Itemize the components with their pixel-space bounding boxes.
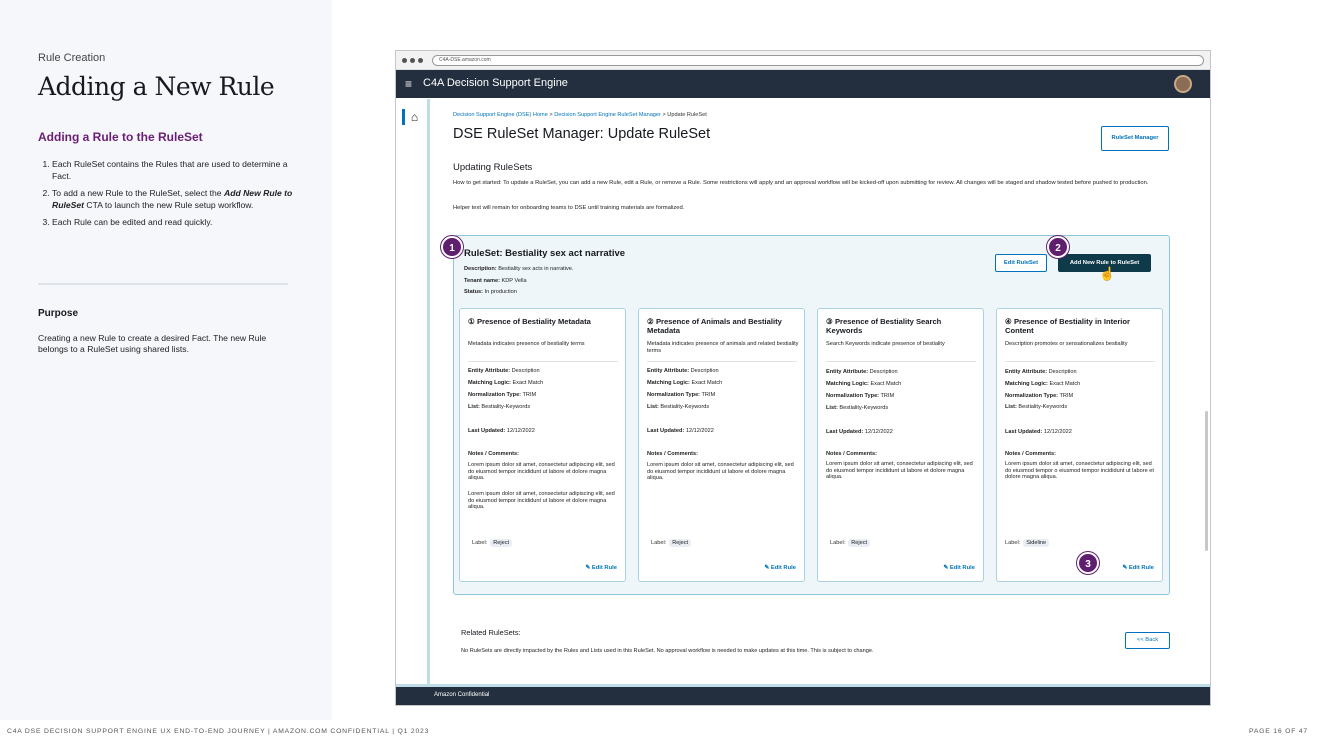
edit-rule-label: Edit Rule (591, 565, 617, 571)
edit-rule-label: Edit Rule (1128, 565, 1154, 571)
ruleset-tenant (464, 278, 527, 284)
rule-card-2 (638, 308, 805, 582)
edit-rule-button[interactable] (1122, 565, 1154, 571)
step-text: To add a new Rule to the RuleSet, select the (52, 188, 224, 198)
purpose-text: Creating a new Rule to create a desired Fact. The new Rule belongs to a RuleSet using shared lists. (38, 333, 267, 354)
rule-list (1005, 404, 1067, 410)
browser-chrome (396, 51, 1210, 70)
ruleset-status-value: In production (484, 289, 517, 295)
notes-text: Lorem ipsum dolor sit amet, consectetur adipiscing elit, sed do eiusmod tempor incididunt ut labore et dolore magna aliqua. (468, 462, 615, 481)
notes-heading: Notes / Comments: (1005, 451, 1056, 457)
rule-card-3 (817, 308, 984, 582)
address-bar[interactable]: C4A-DSE.amazon.com (432, 55, 1204, 66)
notes-heading: Notes / Comments: (826, 451, 877, 457)
rule-title (468, 317, 620, 326)
field-label: Matching Logic: (647, 380, 690, 386)
rule-list (647, 404, 709, 410)
field-value: 12/12/2022 (685, 428, 714, 434)
field-value: TRIM (880, 393, 895, 399)
rule-normalization (1005, 393, 1073, 399)
edit-rule-button[interactable] (585, 565, 617, 571)
rule-card-4 (996, 308, 1163, 582)
app-header (396, 70, 1210, 98)
rule-number-icon: ① (468, 317, 475, 326)
related-heading: Related RuleSets: (461, 628, 521, 637)
rule-description: Description promotes or sensationalizes bestiality (1005, 341, 1128, 347)
hamburger-menu-icon[interactable]: ≡ (405, 77, 413, 91)
rule-title-text: Presence of Animals and Bestiality Metadata (647, 317, 782, 335)
notes-heading: Notes / Comments: (468, 451, 519, 457)
ruleset-description (464, 266, 573, 272)
rule-title (1005, 317, 1157, 335)
rule-last-updated (468, 428, 535, 434)
rule-normalization (468, 392, 536, 398)
field-label: Entity Attribute: (826, 369, 869, 375)
field-value: Bestiality-Keywords (481, 404, 531, 410)
purpose-heading: Purpose (38, 308, 79, 319)
divider (647, 361, 797, 362)
step-text: Each RuleSet contains the Rules that are used to determine a Fact. (52, 159, 288, 181)
breadcrumb-separator-icon: > (662, 112, 666, 118)
home-icon[interactable]: ⌂ (402, 109, 424, 125)
breadcrumb-current: Update RuleSet (667, 112, 707, 118)
field-value: TRIM (701, 392, 716, 398)
step-text-after: CTA to launch the new Rule setup workflow. (84, 200, 254, 210)
rule-number-icon: ④ (1005, 317, 1012, 326)
pencil-icon: ✎ (943, 565, 949, 571)
pencil-icon: ✎ (1122, 565, 1128, 571)
field-label: Entity Attribute: (1005, 369, 1048, 375)
field-value: Bestiality-Keywords (839, 405, 889, 411)
rule-title (647, 317, 799, 335)
rule-number-icon: ③ (826, 317, 833, 326)
rule-list (468, 404, 530, 410)
field-label: List: (468, 404, 480, 410)
rule-logic (826, 381, 901, 387)
field-label: Entity Attribute: (468, 368, 511, 374)
ruleset-status (464, 289, 517, 295)
avatar[interactable] (1174, 75, 1192, 93)
field-value: Description (690, 368, 719, 374)
scrollbar[interactable] (1205, 411, 1208, 551)
step-item (52, 187, 294, 211)
hand-cursor-icon: ☝ (1099, 266, 1116, 281)
field-value: Exact Match (1049, 381, 1081, 387)
field-label: Matching Logic: (1005, 381, 1048, 387)
field-label: Last Updated: (468, 428, 506, 434)
field-label: Matching Logic: (468, 380, 511, 386)
rule-label (830, 539, 870, 547)
rule-label (651, 539, 691, 547)
rule-logic (647, 380, 722, 386)
field-value: Description (511, 368, 540, 374)
window-dot-icon[interactable] (418, 58, 423, 63)
intro-text: How to get started: To update a RuleSet, you can add a new Rule, edit a Rule, or remove a Rule. Some restrictions will apply and an approval workflow will be kicked-off upon submitting for review. All changes will be staged and shadow tested before pushed to production. (453, 180, 1149, 186)
field-value: 12/12/2022 (864, 429, 893, 435)
divider (826, 361, 976, 362)
rule-attribute (647, 368, 719, 374)
field-label: Label: (1005, 540, 1021, 546)
side-rail (396, 99, 430, 685)
field-value: Description (869, 369, 898, 375)
notes-heading: Notes / Comments: (647, 451, 698, 457)
edit-rule-label: Edit Rule (770, 565, 796, 571)
rule-label (1005, 539, 1049, 547)
slide-left-panel (0, 0, 332, 720)
callout-badge-2: 2 (1047, 236, 1069, 258)
ruleset-tenant-label: Tenant name: (464, 278, 500, 284)
rule-description: Metadata indicates presence of bestiality terms (468, 341, 585, 347)
rule-last-updated (647, 428, 714, 434)
edit-rule-label: Edit Rule (949, 565, 975, 571)
slide-footer-page-number: PAGE 16 OF 47 (1248, 728, 1308, 735)
field-label: Normalization Type: (468, 392, 522, 398)
status-badge: Sideline (1023, 539, 1049, 547)
status-badge: Reject (848, 539, 870, 547)
step-item (52, 158, 294, 182)
ruleset-description-label: Description: (464, 266, 497, 272)
rule-logic (1005, 381, 1080, 387)
step-text: Each Rule can be edited and read quickly. (52, 217, 213, 227)
field-value: 12/12/2022 (1043, 429, 1072, 435)
field-value: TRIM (522, 392, 537, 398)
field-label: Last Updated: (1005, 429, 1043, 435)
rule-title-text: Presence of Bestiality in Interior Content (1005, 317, 1130, 335)
field-value: Exact Match (870, 381, 902, 387)
slide-title: Adding a New Rule (38, 72, 275, 101)
rule-label (472, 539, 512, 547)
rule-attribute (468, 368, 540, 374)
rule-description: Search Keywords indicate presence of bestiality (826, 341, 945, 347)
divider (1005, 361, 1155, 362)
divider (468, 361, 618, 362)
rule-normalization (647, 392, 715, 398)
slide-footer-left: C4A DSE DECISION SUPPORT ENGINE UX END-TO-END JOURNEY | AMAZON.COM CONFIDENTIAL | Q1 2023 (7, 728, 430, 735)
rule-title (826, 317, 978, 335)
field-value: Description (1048, 369, 1077, 375)
page-title: DSE RuleSet Manager: Update RuleSet (453, 126, 711, 142)
field-label: Label: (651, 540, 667, 546)
field-label: Normalization Type: (1005, 393, 1059, 399)
ruleset-manager-button[interactable]: RuleSet Manager (1101, 126, 1169, 151)
step-item (52, 216, 294, 228)
rule-last-updated (1005, 429, 1072, 435)
callout-badge-3: 3 (1077, 552, 1099, 574)
rule-logic (468, 380, 543, 386)
edit-rule-button[interactable] (764, 565, 796, 571)
rule-card-1 (459, 308, 626, 582)
rule-normalization (826, 393, 894, 399)
rule-list (826, 405, 888, 411)
ruleset-tenant-value: KDP Vella (501, 278, 527, 284)
pencil-icon: ✎ (764, 565, 770, 571)
helper-text: Helper text will remain for onboarding teams to DSE until training materials are formalized. (453, 205, 685, 211)
rule-attribute (826, 369, 898, 375)
field-label: List: (1005, 404, 1017, 410)
notes-text: Lorem ipsum dolor sit amet, consectetur adipiscing elit, sed do eiusmod tempor o eiusmod tempor incididunt ut labore et dolore magna aliqua. (1005, 461, 1154, 480)
status-badge: Reject (490, 539, 512, 547)
field-label: Last Updated: (826, 429, 864, 435)
breadcrumb (453, 112, 707, 118)
rule-title-text: Presence of Bestiality Search Keywords (826, 317, 942, 335)
step-emphasis: Add New Rule to RuleSet (52, 188, 293, 210)
rule-title-text: Presence of Bestiality Metadata (476, 317, 591, 326)
app-footer-text: Amazon Confidential (434, 692, 490, 698)
rule-description: Metadata indicates presence of animals and related bestiality terms (647, 341, 799, 354)
field-label: Normalization Type: (826, 393, 880, 399)
app-title: C4A Decision Support Engine (423, 77, 568, 89)
notes-text: Lorem ipsum dolor sit amet, consectetur adipiscing elit, sed do eiusmod tempor incididunt ut labore et dolore magna aliqua. (647, 462, 794, 481)
notes-text: Lorem ipsum dolor sit amet, consectetur adipiscing elit, sed do eiusmod tempor incididunt ut labore et dolore magna aliqua. (468, 491, 615, 510)
field-value: 12/12/2022 (506, 428, 535, 434)
divider (38, 283, 288, 285)
field-value: Bestiality-Keywords (660, 404, 710, 410)
field-label: List: (647, 404, 659, 410)
rule-attribute (1005, 369, 1077, 375)
field-value: Exact Match (512, 380, 544, 386)
browser-window (395, 50, 1211, 706)
pencil-icon: ✎ (585, 565, 591, 571)
breadcrumb-link-home[interactable]: Decision Support Engine (DSE) Home (453, 112, 548, 118)
window-dot-icon[interactable] (410, 58, 415, 63)
field-label: List: (826, 405, 838, 411)
edit-rule-button[interactable] (943, 565, 975, 571)
edit-ruleset-button[interactable]: Edit RuleSet (995, 254, 1047, 272)
window-dot-icon[interactable] (402, 58, 407, 63)
ruleset-status-label: Status: (464, 289, 483, 295)
app-footer (396, 684, 1210, 705)
back-button[interactable]: << Back (1125, 632, 1170, 649)
slide-eyebrow: Rule Creation (38, 52, 106, 64)
slide-subtitle: Adding a Rule to the RuleSet (38, 130, 203, 144)
field-label: Label: (472, 540, 488, 546)
field-label: Last Updated: (647, 428, 685, 434)
breadcrumb-separator-icon: > (549, 112, 553, 118)
field-value: TRIM (1059, 393, 1074, 399)
section-heading: Updating RuleSets (453, 162, 533, 173)
status-badge: Reject (669, 539, 691, 547)
add-new-rule-button[interactable]: Add New Rule to RuleSet (1058, 254, 1151, 272)
steps-list (38, 158, 294, 233)
related-text: No RuleSets are directly impacted by the Rules and Lists used in this RuleSet. No approval workflow is needed to make updates at this time. This is subject to change. (461, 648, 874, 654)
ruleset-panel (453, 235, 1170, 595)
ruleset-description-value: Bestiality sex acts in narrative. (498, 266, 574, 272)
ruleset-title: RuleSet: Bestiality sex act narrative (464, 248, 626, 259)
field-value: Bestiality-Keywords (1018, 404, 1068, 410)
callout-badge-1: 1 (441, 236, 463, 258)
field-label: Normalization Type: (647, 392, 701, 398)
field-value: Exact Match (691, 380, 723, 386)
notes-text: Lorem ipsum dolor sit amet, consectetur adipiscing elit, sed do eiusmod tempor incididunt ut labore et dolore magna aliqua. (826, 461, 973, 480)
field-label: Label: (830, 540, 846, 546)
rule-number-icon: ② (647, 317, 654, 326)
field-label: Entity Attribute: (647, 368, 690, 374)
breadcrumb-link-manager[interactable]: Decision Support Engine RuleSet Manager (554, 112, 661, 118)
field-label: Matching Logic: (826, 381, 869, 387)
rule-last-updated (826, 429, 893, 435)
